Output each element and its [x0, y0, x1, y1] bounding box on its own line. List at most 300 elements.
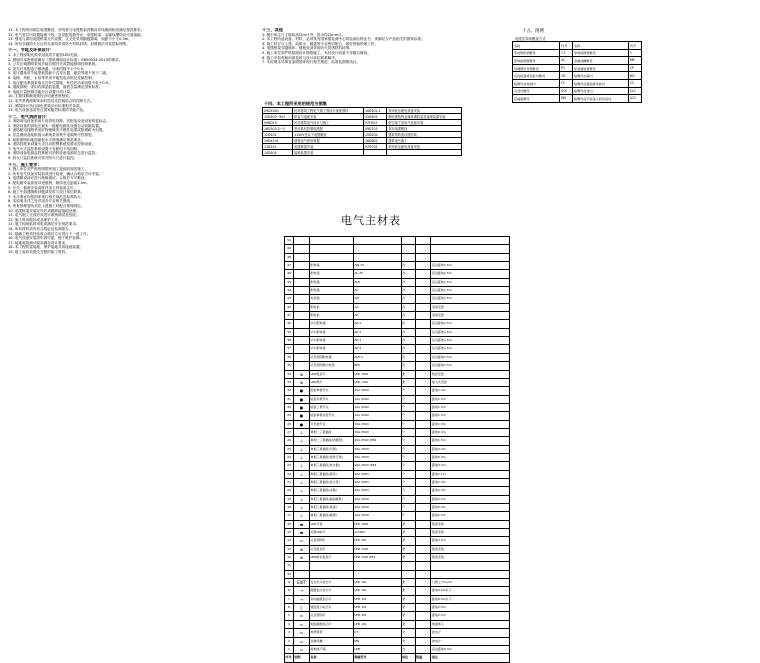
legend-symbol [293, 562, 309, 570]
table-row [285, 579, 510, 587]
table-row [285, 245, 510, 253]
table-cell: 8 [285, 587, 294, 595]
table-cell: 暗装单极双控开关 [309, 412, 353, 420]
table-cell: 暗敷设在不能进人的吊顶内 [573, 95, 629, 103]
table-cell: 31 [285, 395, 294, 403]
table-cell [415, 370, 431, 378]
table-cell: 建筑电气常用数据 [293, 138, 364, 144]
table-cell: 20 [285, 487, 294, 495]
table-row [285, 620, 510, 628]
note-line: 9. 防火门监控系统对常开防火门进行监控。 [8, 156, 78, 161]
table-cell: 14D504 [263, 150, 293, 156]
table-cell [401, 237, 415, 245]
table-cell: 接地装置安装 [293, 150, 364, 156]
table-cell: 套 [401, 579, 415, 587]
table-cell: 单相三极插座(空调) [309, 445, 353, 453]
column-header: 代号 [628, 42, 641, 50]
table-cell: 距地1.3m [431, 403, 510, 411]
table-cell: AP-2 [353, 328, 401, 336]
table-cell: AM [353, 295, 401, 303]
table-row [513, 57, 642, 65]
table-row [285, 262, 510, 270]
table-cell: 16 [285, 520, 294, 528]
table-cell: 底边距地1.5m [431, 287, 510, 295]
table-row [285, 637, 510, 645]
table-cell: 27 [285, 428, 294, 436]
table-row [285, 403, 510, 411]
column-header: 名称 [573, 42, 629, 50]
table-cell: 距地2.5m [431, 537, 510, 545]
table-cell: 10A 250V IP54 [353, 437, 401, 445]
table-cell: LED 1W [353, 579, 401, 587]
table-cell: 10A 250V [353, 420, 401, 428]
table-cell [431, 570, 510, 578]
table-cell: 台 [401, 270, 415, 278]
table-cell: 10A 250V [353, 504, 401, 512]
table-cell [415, 612, 431, 620]
table-cell: 50 [285, 237, 294, 245]
table-cell: SCE [560, 87, 573, 95]
table-cell: 10A 250V [353, 395, 401, 403]
table-cell: 按实计 [431, 637, 510, 645]
table-cell: 11 [285, 562, 294, 570]
column-header: 数量 [415, 654, 431, 662]
table-row [285, 512, 510, 520]
table-cell: 配电柜 [309, 303, 353, 311]
table-cell: LED 1W [353, 604, 401, 612]
table-cell: ALE-1 [353, 353, 401, 361]
legend-symbol [293, 353, 309, 361]
table-cell: 暗敷设在地面内 [513, 79, 560, 87]
table-cell: 16D202-1 [363, 108, 386, 114]
table-cell: 台 [401, 337, 415, 345]
table-cell: 09DX003 [263, 108, 293, 114]
table-cell: LED 15W [353, 370, 401, 378]
legend-symbol: ⊥ [293, 428, 309, 436]
column-header: 图例 [293, 654, 309, 662]
table-cell [415, 579, 431, 587]
table-cell: 穿硬塑料导管敷设 [513, 64, 560, 72]
table-cell: 个 [401, 487, 415, 495]
table-row [285, 612, 510, 620]
table-cell: 金属线槽 [309, 637, 353, 645]
table-cell: LED 12W [353, 378, 401, 386]
table-cell: 吊顶内敷设 [513, 87, 560, 95]
table-row [285, 629, 510, 637]
table-cell [415, 478, 431, 486]
table-row [285, 570, 510, 578]
table-cell [415, 453, 431, 461]
legend-symbol: ⊥ [293, 495, 309, 503]
table-cell [415, 487, 431, 495]
table-cell: 台 [401, 312, 415, 320]
legend-symbol [293, 328, 309, 336]
note-line: 16. 电气设备安装须牢固可靠，便于维护检修。 [8, 236, 84, 241]
table-cell [415, 353, 431, 361]
table-cell: 安全出口标志灯 [309, 579, 353, 587]
table-cell: 13D101 [263, 144, 293, 150]
table-row [513, 87, 642, 95]
table-cell: 距地0.5m以下 [431, 595, 510, 603]
note-line: 18. 本工程防雷接地、保护接地共用接地装置。 [8, 245, 84, 250]
table-cell [415, 529, 431, 537]
legend-symbol: → [293, 587, 309, 595]
table-cell: 套 [401, 537, 415, 545]
legend-symbol: ⊥ [293, 437, 309, 445]
table-cell: 台 [401, 295, 415, 303]
table-cell: 16A 250V IP54 [353, 462, 401, 470]
table-cell: 19 [285, 495, 294, 503]
table-row [285, 504, 510, 512]
table-cell: 常用低压配电设备安装 [387, 108, 462, 114]
table-cell [415, 554, 431, 562]
table-cell: 距地0.3m [431, 504, 510, 512]
table-cell: 距地2.5m [431, 604, 510, 612]
table-cell [353, 245, 401, 253]
legend-table [512, 41, 642, 103]
table-row [285, 337, 510, 345]
table-cell: 10A 250V [353, 470, 401, 478]
table-cell: 1 [285, 645, 294, 653]
table-header-row [513, 42, 642, 50]
table-cell [415, 328, 431, 336]
table-cell: 43 [285, 295, 294, 303]
table-cell: 15D202 [363, 132, 386, 138]
table-cell: 吸顶安装 [431, 520, 510, 528]
note-line: 12. 施工时须做好成品保护工作。 [8, 217, 62, 222]
table-row [285, 295, 510, 303]
table-cell [415, 462, 431, 470]
table-cell: 个 [401, 495, 415, 503]
table-cell: SC [560, 57, 573, 65]
table-cell: 37 [285, 345, 294, 353]
table-cell: 距地1.3m [431, 387, 510, 395]
table-cell: 19DX101 [263, 138, 293, 144]
material-table-title: 电气主材表 [341, 214, 401, 227]
legend-symbol: ▭ [293, 629, 309, 637]
table-cell: CT [353, 629, 401, 637]
table-cell: AL-1F [353, 270, 401, 278]
note-line: 12. 电气竖井内设置接地干线，各层配电箱外壳、电缆桥架、金属线槽均应可靠接地。 [8, 32, 145, 37]
table-row [285, 545, 510, 553]
table-cell: 暗敷设在柱内 [573, 87, 629, 95]
legend-symbol: ⊗ [293, 378, 309, 386]
section-heading: 十二、电气消防设计： [8, 114, 50, 119]
table-cell: AW-1T [353, 262, 401, 270]
table-cell: 10A 250V [353, 512, 401, 520]
table-cell: 台 [401, 287, 415, 295]
table-cell [415, 570, 431, 578]
table-cell: 民用建筑电气设计与施工 [293, 120, 364, 126]
table-cell: 电表箱 [309, 295, 353, 303]
table-cell: AP-1 [353, 320, 401, 328]
table-cell: 12D101 [263, 132, 293, 138]
table-row [285, 370, 510, 378]
legend-symbol: ▭ [293, 620, 309, 628]
table-cell: 21 [285, 478, 294, 486]
table-row [285, 237, 510, 245]
table-cell: 米 [401, 629, 415, 637]
table-cell: LED 3W [353, 537, 401, 545]
table-cell [415, 287, 431, 295]
table-cell: 台 [401, 353, 415, 361]
legend-symbol: ● [293, 412, 309, 420]
note-line: 9. 所有预埋管线须在土建施工时配合预埋到位。 [8, 203, 85, 208]
note-line: 4. 电缆桥架穿越墙体、楼板处须采用防火封堵材料封堵。 [262, 46, 353, 51]
table-cell [309, 237, 353, 245]
table-cell: 动力配电箱 [309, 337, 353, 345]
table-cell: CP [628, 64, 641, 72]
table-cell: 距地0.5m以下 [431, 587, 510, 595]
table-cell [415, 645, 431, 653]
column-header: 名称 [309, 654, 353, 662]
table-cell: 距地1.3m [431, 412, 510, 420]
table-row [285, 378, 510, 386]
column-header: 单位 [401, 654, 415, 662]
table-cell: 15D500~502 [263, 114, 293, 120]
column-header: 代号 [560, 42, 573, 50]
note-line: 3. 电缆敷设前应进行绝缘测试，合格后方可敷设。 [8, 176, 89, 181]
table-cell: 距地0.3m [431, 453, 510, 461]
table-cell: 暗装三极开关 [309, 403, 353, 411]
table-cell: 个 [401, 470, 415, 478]
section-heading: 十三、施工要求： [8, 162, 42, 167]
table-cell: 39 [285, 328, 294, 336]
table-row [285, 470, 510, 478]
table-cell: 双管LED灯 [309, 529, 353, 537]
table-row [513, 49, 642, 57]
note-line: 6. 施工中如遇图纸问题请及时与设计单位联系。 [8, 190, 85, 195]
table-cell: 单相三极插座(冰箱) [309, 487, 353, 495]
table-cell: 单相三极插座(热水器) [309, 462, 353, 470]
table-cell [309, 245, 353, 253]
table-row [513, 95, 642, 103]
note-line: 19. 竣工验收须提交完整的竣工资料。 [8, 249, 69, 254]
table-cell [415, 253, 431, 261]
note-line: 4. 配电箱安装高度详见图例，箱体底边距地1.5m。 [8, 181, 91, 185]
legend-symbol: ● [293, 395, 309, 403]
table-row [285, 587, 510, 595]
table-cell: 沿顶板面或顶板内敷设 [513, 72, 560, 80]
table-cell [415, 262, 431, 270]
legend-symbol: ● [293, 420, 309, 428]
note-line: 7. 电气火灾监控系统设置于各配电干线回路。 [8, 146, 81, 151]
column-header: 名称 [513, 42, 560, 50]
table-cell: 13 [285, 545, 294, 553]
column-header: 序号 [285, 654, 294, 662]
table-cell [415, 320, 431, 328]
table-cell: 个 [401, 403, 415, 411]
table-cell: 底边距地1.5m [431, 295, 510, 303]
table-cell: 10 [285, 570, 294, 578]
legend-symbol: ⊥ [293, 462, 309, 470]
note-line: 7. 本说明未尽事宜参照国家现行相关规范、标准及图集执行。 [262, 60, 361, 65]
table-cell [415, 412, 431, 420]
table-cell: 台 [401, 262, 415, 270]
table-cell: 2x18W [353, 529, 401, 537]
section-title-other: 十三、其他 [262, 28, 283, 32]
table-cell: 穿焊接钢管敷设 [573, 49, 629, 57]
table-cell: LED 18W [353, 520, 401, 528]
table-cell: 距地2.2m [431, 445, 510, 453]
table-cell: 吸顶安装 [431, 370, 510, 378]
table-cell [401, 245, 415, 253]
legend-symbol [293, 345, 309, 353]
note-line: 4. 荧光灯具配电子镇流器，功率因数不小于0.9。 [8, 66, 87, 71]
legend-symbol [293, 253, 309, 261]
table-cell: CE [560, 72, 573, 80]
legend-symbol [293, 337, 309, 345]
table-cell: 常用电缆敷设 [387, 126, 462, 132]
legend-symbol: ▬ [293, 529, 309, 537]
note-line: 11. 室外景观照明采用时控及光控相结合的控制方式。 [8, 98, 94, 103]
table-cell: 42 [285, 303, 294, 311]
table-cell: 个 [401, 453, 415, 461]
table-cell: 配电箱 [309, 287, 353, 295]
table-cell: 落地安装 [431, 303, 510, 311]
table-cell: 18D802 [363, 138, 386, 144]
table-cell: 16A 250V [353, 453, 401, 461]
legend-symbol [293, 362, 309, 370]
table-cell: 暗装双极开关 [309, 395, 353, 403]
table-cell: 09BD19 [263, 120, 293, 126]
table-row [285, 362, 510, 370]
table-row [285, 320, 510, 328]
table-cell: 18 [285, 504, 294, 512]
table-row [285, 487, 510, 495]
table-cell: 距地1.5m [431, 512, 510, 520]
table-cell: 17 [285, 512, 294, 520]
table-cell [309, 570, 353, 578]
table-cell: 个 [401, 512, 415, 520]
table-cell: 个 [401, 412, 415, 420]
table-cell [415, 587, 431, 595]
table-cell: 单相三极插座(抽油烟机) [309, 495, 353, 503]
note-line: 2. 所有电气设备安装前须进行检查，确认合格后方可安装。 [8, 171, 103, 176]
table-cell: 距地1.1m [431, 470, 510, 478]
table-cell: 套 [401, 612, 415, 620]
table-row [285, 412, 510, 420]
table-cell: 吸顶安装 [431, 545, 510, 553]
table-cell: 单相二三极插座(防溅型) [309, 437, 353, 445]
legend-symbol [293, 303, 309, 311]
table-cell: 距地1.5m [431, 437, 510, 445]
table-cell: 个 [401, 478, 415, 486]
note-line: 11. 电气施工完成后须进行系统调试及验收。 [8, 213, 80, 218]
table-cell: 09D703 [363, 126, 386, 132]
table-cell: 22 [285, 470, 294, 478]
table-cell: 楼层显示标志灯 [309, 604, 353, 612]
table-cell: AP-3 [353, 337, 401, 345]
note-line: 6. 施工中如有疑问请及时与设计单位联系解决。 [262, 55, 339, 60]
table-cell: 台 [401, 328, 415, 336]
table-row [285, 253, 510, 261]
legend-symbol: ⊥ [293, 470, 309, 478]
table-cell: 距地2.2m [431, 462, 510, 470]
table-cell: 10A 250V [353, 428, 401, 436]
table-cell: 台 [401, 645, 415, 653]
table-cell: 套 [401, 595, 415, 603]
table-row [285, 395, 510, 403]
table-row [285, 420, 510, 428]
table-cell [387, 150, 462, 156]
note-line: 7. 未尽事宜均按国家现行相关规范及标准执行。 [8, 194, 85, 199]
table-cell: 电缆桥架安装 [293, 144, 364, 150]
table-cell: 台 [401, 345, 415, 353]
table-cell: 套 [401, 520, 415, 528]
table-row [285, 328, 510, 336]
table-cell: WS [560, 95, 573, 103]
table-cell: 吸顶安装 [431, 554, 510, 562]
table-cell: 07FD02 [363, 120, 386, 126]
table-header-row [285, 654, 510, 662]
legend-symbol [293, 270, 309, 278]
table-cell: 底边距地1.5m [431, 320, 510, 328]
legend-symbol [293, 320, 309, 328]
table-cell: 按实计 [431, 629, 510, 637]
table-cell [415, 295, 431, 303]
table-cell: ACC [628, 95, 641, 103]
table-cell: 地面嵌入 [431, 620, 510, 628]
table-cell: LED 1W [353, 595, 401, 603]
table-cell: 41 [285, 312, 294, 320]
table-cell: 应急吸顶灯 [309, 545, 353, 553]
table-cell: AC [353, 287, 401, 295]
table-cell: 个 [401, 428, 415, 436]
table-cell [415, 595, 431, 603]
note-line: 13. 强电与弱电电缆桥架分开设置，交叉处采用隔板隔离，间距不小于0.3m。 [8, 37, 132, 42]
legend-symbol: ▭ [293, 645, 309, 653]
table-cell [415, 237, 431, 245]
table-cell: 4 [285, 620, 294, 628]
table-cell [353, 562, 401, 570]
table-cell [415, 562, 431, 570]
table-cell [431, 245, 510, 253]
table-cell: 单相三极插座(电视) [309, 504, 353, 512]
table-cell: 个 [401, 387, 415, 395]
table-cell [401, 570, 415, 578]
legend-symbol: ⊥ [293, 453, 309, 461]
table-row [285, 345, 510, 353]
table-cell: 民用建筑工程电气施工图设计深度图样 [293, 108, 364, 114]
table-cell [415, 437, 431, 445]
table-cell: EPS [353, 362, 401, 370]
table-cell: 个 [401, 395, 415, 403]
table-cell [415, 245, 431, 253]
table-cell [415, 520, 431, 528]
table-cell: 32 [285, 387, 294, 395]
note-line: 10. 主要线路截面按经济电流密度校验。 [8, 94, 73, 99]
table-cell: 动力配电箱 [309, 320, 353, 328]
legend-symbol [293, 287, 309, 295]
table-cell: 距地2.5m [431, 612, 510, 620]
table-cell [415, 512, 431, 520]
table-cell: 单相二三极插座 [309, 428, 353, 436]
table-cell: 距地0.3m [431, 428, 510, 436]
table-cell [415, 495, 431, 503]
legend-symbol: ⊗ [293, 545, 309, 553]
table-cell: 10A 250V [353, 478, 401, 486]
table-row [285, 428, 510, 436]
note-line: 12. 照明设计执行绿色建筑评价标准相关条款。 [8, 103, 84, 108]
table-cell: 个 [401, 462, 415, 470]
table-cell: LED 3W [353, 612, 401, 620]
table-row [513, 64, 642, 72]
table-cell: 23 [285, 462, 294, 470]
table-cell: 07D702 [363, 144, 386, 150]
table-cell: 双向疏散指示灯 [309, 595, 353, 603]
table-cell: 34 [285, 370, 294, 378]
